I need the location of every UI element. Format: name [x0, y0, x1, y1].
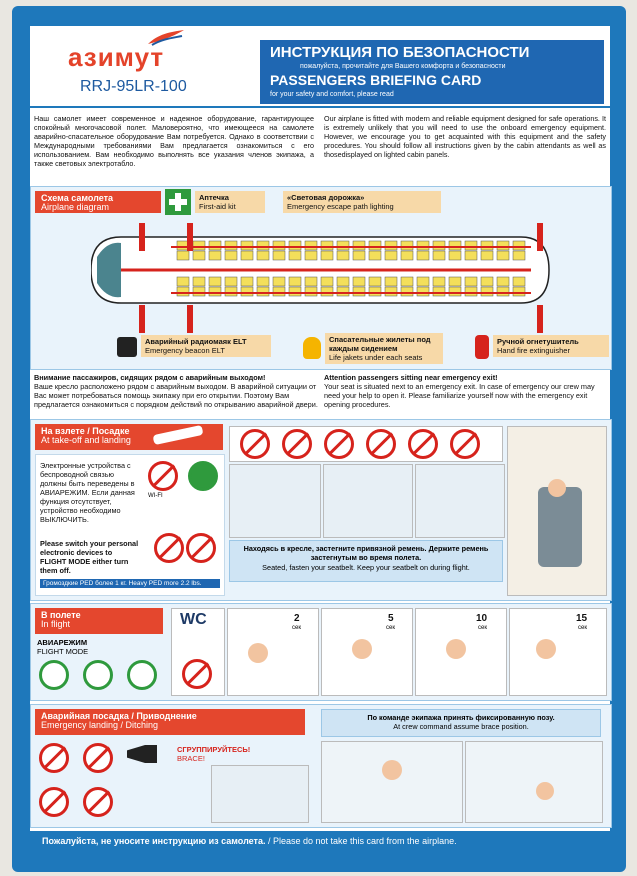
no-laptop-icon	[154, 533, 184, 563]
seat	[449, 251, 461, 260]
no-headphones-icon	[366, 429, 396, 459]
life-vest-label-ru: Спасательные жилеты под каждым сидением	[329, 335, 431, 353]
brace-command-en: At crew command assume brace position.	[393, 722, 529, 731]
seat	[417, 241, 429, 250]
megaphone-icon	[127, 745, 157, 763]
ped-text-ru: Электронные устройства с беспроводной связью должны быть переведены в АВИАРЕЖИМ. Если данная функция отсутствует, устройство необходимо ВЫКЛЮЧИТЬ.	[40, 461, 135, 524]
seat	[177, 251, 189, 260]
belt-step-1	[229, 464, 321, 538]
brace-passenger-head	[382, 760, 402, 780]
seat	[513, 241, 525, 250]
belt-step-2	[323, 464, 413, 538]
beacon-icon	[117, 337, 137, 357]
seatbelt-instruction	[229, 540, 503, 582]
seat	[289, 241, 301, 250]
seat	[241, 251, 253, 260]
diagram-title	[35, 191, 161, 213]
emergency-title-ru: Аварийная посадка / Приводнение	[41, 711, 197, 721]
seat	[385, 251, 397, 260]
seat	[289, 251, 301, 260]
seat	[209, 241, 221, 250]
life-vest-icon	[303, 337, 321, 359]
seat	[449, 277, 461, 286]
intro-ru: Наш самолет имеет современное и надежное оборудование, гарантирующее спокойный многочасовой полет. Маловероятно, что имеющееся на самолете аварийно-спасательное оборудование Вам потребуется. Однако в соответствии с Международными требованиями Вам предлагается ознакомиться с его использованием. Вам необходимо выполнять все указания членов экипажа, а также световых электротабло.	[34, 114, 314, 168]
seat	[433, 287, 445, 296]
seat	[449, 241, 461, 250]
flight-mode-ru: АВИАРЕЖИМ	[37, 638, 88, 647]
seat	[497, 251, 509, 260]
step-seconds-15: 15	[576, 613, 588, 624]
seat	[257, 251, 269, 260]
seat	[385, 277, 397, 286]
seat	[433, 277, 445, 286]
flight-mode-icon	[188, 461, 218, 491]
seat	[417, 251, 429, 260]
first-aid-label-ru: Аптечка	[199, 193, 229, 202]
seat	[177, 287, 189, 296]
seat	[481, 287, 493, 296]
seat	[481, 277, 493, 286]
escape-path-label-ru: «Световая дорожка»	[287, 193, 365, 202]
life-vest-label-en: Life jakets under each seats	[329, 353, 423, 362]
escape-path-label	[283, 191, 441, 213]
seat	[209, 277, 221, 286]
card-inner	[30, 26, 610, 831]
passenger-head-10	[446, 639, 466, 659]
seat	[465, 251, 477, 260]
diagram-title-ru: Схема самолета	[41, 193, 114, 203]
airplane-diagram-section	[30, 186, 612, 370]
seat	[369, 287, 381, 296]
elt-label	[141, 335, 271, 357]
step-unit-5: сек	[386, 625, 395, 631]
seat	[433, 241, 445, 250]
no-phone-call-icon	[408, 429, 438, 459]
emergency-landing-section	[30, 704, 612, 828]
seat	[241, 241, 253, 250]
exit-arrow-up-left	[139, 223, 145, 251]
diagram-title-en: Airplane diagram	[41, 202, 110, 212]
seat	[193, 277, 205, 286]
no-devices-icon	[324, 429, 354, 459]
wc-label: WC	[180, 611, 207, 628]
title-en: PASSENGERS BRIEFING CARD	[270, 72, 482, 88]
seat	[337, 277, 349, 286]
seat	[209, 251, 221, 260]
seat	[369, 251, 381, 260]
seat	[497, 287, 509, 296]
footer-ru: Пожалуйста, не уносите инструкцию из самолета.	[42, 836, 266, 846]
no-smoking-lavatory-icon	[182, 659, 212, 689]
flight-mode-en: FLIGHT MODE	[37, 647, 89, 656]
seat	[241, 277, 253, 286]
seat	[433, 251, 445, 260]
seat	[449, 287, 461, 296]
seatbelt-en: Seated, fasten your seatbelt. Keep your seatbelt on during flight.	[262, 563, 470, 572]
oxygen-mask-step-10	[415, 608, 507, 696]
seat	[305, 251, 317, 260]
airline-logo: азимут	[68, 42, 165, 72]
wifi-label: WI-FI	[148, 493, 163, 499]
no-tie-icon	[39, 787, 69, 817]
seat	[369, 277, 381, 286]
no-camera-icon	[186, 533, 216, 563]
footer	[42, 836, 457, 846]
phone-ok-icon	[83, 660, 113, 690]
elt-label-ru: Аварийный радиомаяк ELT	[145, 337, 247, 346]
seat	[321, 241, 333, 250]
seat	[193, 287, 205, 296]
aircraft-model: RRJ-95LR-100	[80, 78, 187, 95]
step-seconds-10: 10	[476, 613, 488, 624]
seat	[305, 277, 317, 286]
exit-warning-ru-title: Внимание пассажиров, сидящих рядом с аварийным выходом!	[34, 373, 266, 382]
subtitle-en: for your safety and comfort, please read	[270, 91, 394, 98]
fire-extinguisher-icon	[475, 335, 489, 359]
life-vest-label	[325, 333, 443, 364]
intro-en: Our airplane is fitted with modern and reliable equipment designed for safe operations. It is extremely unlikely that you will need to use the onboard emergency equipment. However, we encourage you to get acquainted with this equipment and the safety procedures. You should follow all instructions given by the cabin attendants as well as thosedisplayed on lighted cabin panels.	[324, 114, 606, 159]
ped-text-en: Please switch your personal electronic devices to FLIGHT MODE either turn them off.	[40, 539, 139, 575]
seat	[401, 277, 413, 286]
step-unit-2: сек	[292, 625, 301, 631]
takeoff-title-ru: На взлете / Посадке	[41, 426, 130, 436]
in-flight-section	[30, 603, 612, 701]
ped-panel	[35, 454, 225, 596]
seat	[289, 277, 301, 286]
brace-en: BRACE!	[177, 754, 205, 763]
airplane-cabin-diagram	[91, 231, 551, 309]
seat	[193, 241, 205, 250]
exit-warning-ru-text: Ваше кресло расположено рядом с аварийным выходом. В аварийной ситуации от Вас может потребоваться помощь экипажу при его открытии. Поэтому Вам предлагается ознакомиться с порядком действий по открыванию аварийной двери.	[34, 382, 318, 409]
heavy-ped-note: Громоздкие PED более 1 кг. Heavy PED more 2.2 lbs.	[40, 579, 220, 588]
brace-position-front-illustration	[321, 741, 463, 823]
takeoff-landing-section	[30, 419, 612, 601]
passenger-head-5	[352, 639, 372, 659]
seatbelt-ru: Находясь в кресле, застегните привязной ремень. Держите ремень застегнутым во время полета.	[243, 544, 489, 562]
no-phone-icon	[450, 429, 480, 459]
seat	[321, 251, 333, 260]
exit-warning-en-text: Your seat is situated next to an emergency exit. In case of emergency our crew may need your help to open it. Please familiarize yourself now with the emergency exit opening procedures.	[324, 382, 595, 409]
seat	[273, 251, 285, 260]
seat-shape	[538, 487, 582, 567]
step-unit-15: сек	[578, 625, 587, 631]
seat	[353, 287, 365, 296]
inflight-title-ru: В полете	[41, 610, 81, 620]
first-aid-label-en: First-aid kit	[199, 202, 236, 211]
seat	[305, 287, 317, 296]
seat	[257, 287, 269, 296]
seat	[465, 277, 477, 286]
seat	[497, 277, 509, 286]
briefing-card	[12, 6, 626, 872]
seat	[353, 241, 365, 250]
exit-arrow-down-left	[139, 305, 145, 333]
lavatory-panel	[171, 608, 225, 696]
headphones-ok-icon	[39, 660, 69, 690]
seated-passenger-illustration	[507, 426, 607, 596]
first-aid-label	[195, 191, 265, 213]
seat	[337, 241, 349, 250]
seat	[241, 287, 253, 296]
title-ru: ИНСТРУКЦИЯ ПО БЕЗОПАСНОСТИ	[270, 44, 530, 61]
exit-warning-ru	[34, 373, 318, 409]
seat	[353, 277, 365, 286]
seat	[209, 287, 221, 296]
seat	[481, 241, 493, 250]
elt-label-en: Emergency beacon ELT	[145, 346, 225, 355]
no-wifi-icon	[148, 461, 178, 491]
oxygen-mask-step-5	[321, 608, 413, 696]
exit-arrow-up-right	[537, 223, 543, 251]
seat	[321, 287, 333, 296]
seat	[417, 277, 429, 286]
seat	[401, 287, 413, 296]
seat	[321, 277, 333, 286]
seat	[225, 287, 237, 296]
no-glasses-icon	[83, 743, 113, 773]
passenger-head-15	[536, 639, 556, 659]
no-smoking-icon	[240, 429, 270, 459]
extinguisher-label-ru: Ручной огнетушитель	[497, 337, 579, 346]
no-media-icon	[282, 429, 312, 459]
seat	[465, 241, 477, 250]
first-aid-icon	[165, 189, 191, 215]
brace-command	[321, 709, 601, 737]
seatbelt-brace-illustration	[211, 765, 309, 823]
seat	[513, 251, 525, 260]
title-box	[260, 40, 604, 104]
oxygen-mask-step-15	[509, 608, 607, 696]
brace-side-head	[536, 782, 554, 800]
exit-warning-en-title: Attention passengers sitting near emergency exit!	[324, 373, 498, 382]
seat	[401, 251, 413, 260]
seat	[353, 251, 365, 260]
oxygen-mask-step-2	[227, 608, 319, 696]
seat	[337, 287, 349, 296]
seat	[257, 277, 269, 286]
seat	[273, 241, 285, 250]
emergency-title-en: Emergency landing / Ditching	[41, 720, 159, 730]
extinguisher-label-en: Hand fire extinguisher	[497, 346, 570, 355]
seat	[513, 277, 525, 286]
no-heels-icon	[83, 787, 113, 817]
takeoff-title-en: At take-off and landing	[41, 435, 131, 445]
seat	[225, 277, 237, 286]
step-unit-10: сек	[478, 625, 487, 631]
header	[30, 26, 610, 108]
seat	[401, 241, 413, 250]
seat	[465, 287, 477, 296]
seat	[385, 287, 397, 296]
belt-step-3	[415, 464, 505, 538]
brace-ru: СГРУППИРУЙТЕСЬ!	[177, 745, 251, 754]
seat	[481, 251, 493, 260]
exit-arrow-down-right	[537, 305, 543, 333]
footer-en: / Please do not take this card from the airplane.	[265, 836, 457, 846]
prohibited-items-row	[229, 426, 503, 462]
passenger-head-2	[248, 643, 268, 663]
seat	[289, 287, 301, 296]
inflight-title-en: In flight	[41, 619, 71, 629]
extinguisher-label	[493, 335, 609, 357]
seat	[273, 287, 285, 296]
laptop-ok-icon	[127, 660, 157, 690]
passenger-head	[548, 479, 566, 497]
seat	[225, 241, 237, 250]
seat	[337, 251, 349, 260]
seat	[513, 287, 525, 296]
seat	[497, 241, 509, 250]
subtitle-ru: пожалуйста, прочитайте для Вашего комфорта и безопасности	[300, 63, 506, 70]
escape-path-label-en: Emergency escape path lighting	[287, 202, 394, 211]
seat	[193, 251, 205, 260]
seat	[177, 277, 189, 286]
brace-command-ru: По команде экипажа принять фиксированную позу.	[367, 713, 555, 722]
exit-arrow-down-mid	[187, 305, 193, 333]
step-seconds-5: 5	[388, 613, 394, 624]
seat	[257, 241, 269, 250]
seat	[273, 277, 285, 286]
inflight-title	[35, 608, 163, 634]
seat	[417, 287, 429, 296]
no-luggage-icon	[39, 743, 69, 773]
emergency-title	[35, 709, 305, 735]
brace-position-side-illustration	[465, 741, 603, 823]
step-seconds-2: 2	[294, 613, 300, 624]
seat	[385, 241, 397, 250]
seat	[305, 241, 317, 250]
exit-arrow-up-mid	[187, 223, 193, 251]
exit-warning-en	[324, 373, 606, 409]
seat	[369, 241, 381, 250]
seat	[225, 251, 237, 260]
